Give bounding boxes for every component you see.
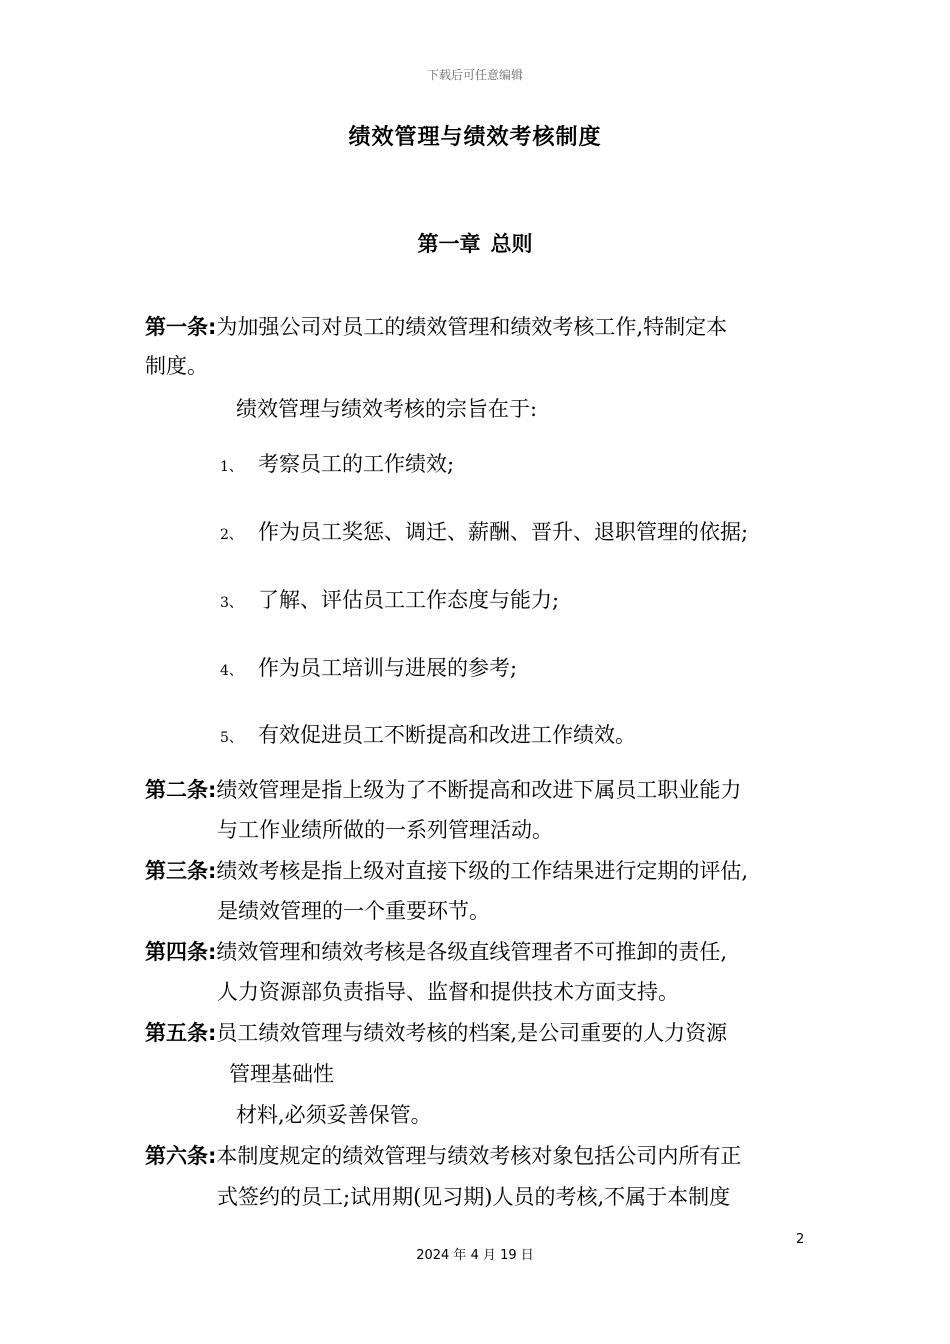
chapter-name: 总则 [490,232,533,256]
list-item-text: 有效促进员工不断提高和改进工作绩效。 [258,723,636,747]
list-item-text: 了解、评估员工工作态度与能力; [258,588,560,612]
article-6-line-1 [145,1139,741,1173]
article-4-label: 第四条: [145,940,217,964]
article-6-label: 第六条: [145,1144,217,1168]
list-item-number: 3、 [220,595,243,611]
article-3-line-1 [145,854,748,888]
article-5-text-1: 员工绩效管理与绩效考核的档案,是公司重要的人力资源 [216,1021,728,1045]
list-item-text: 考察员工的工作绩效; [258,452,455,476]
article-6-text-1: 本制度规定的绩效管理与绩效考核对象包括公司内所有正 [216,1144,742,1168]
article-3-label: 第三条: [145,859,217,883]
page-number: 2 [796,1232,805,1247]
article-3-text-1: 绩效考核是指上级对直接下级的工作结果进行定期的评估, [216,859,749,883]
list-item-text: 作为员工培训与进展的参考; [258,656,518,680]
list-item-number: 2、 [220,527,243,543]
article-2-label: 第二条: [145,778,217,802]
article-2-line-2: 与工作业绩所做的一系列管理活动。 [217,818,553,842]
article-4-line-2: 人力资源部负责指导、监督和提供技术方面支持。 [217,980,679,1004]
list-item-text: 作为员工奖惩、调迁、薪酬、晋升、退职管理的依据; [258,520,749,544]
list-item-number: 1、 [220,459,243,475]
article-1-line-2: 制度。 [145,354,208,378]
purpose-list-item [220,515,748,552]
article-2-line-1 [145,773,741,807]
article-1-label: 第一条: [145,315,217,339]
article-5-line-1 [145,1016,727,1050]
purpose-list-item [220,651,517,688]
article-3-line-2: 是绩效管理的一个重要环节。 [217,899,490,923]
purpose-list-item [220,583,559,620]
article-1-line-1 [145,310,727,344]
list-item-number: 4、 [220,663,243,679]
article-5-line-2: 管理基础性 [229,1062,334,1086]
article-5-label: 第五条: [145,1021,217,1045]
article-2-text-1: 绩效管理是指上级为了不断提高和改进下属员工职业能力 [216,778,742,802]
list-item-number: 5、 [220,730,243,746]
chapter-heading [0,228,950,258]
article-1-text-1: 为加强公司对员工的绩效管理和绩效考核工作,特制定本 [216,315,728,339]
document-title: 绩效管理与绩效考核制度 [348,125,602,150]
chapter-number: 第一章 [417,232,481,256]
article-4-text-1: 绩效管理和绩效考核是各级直线管理者不可推卸的责任, [216,940,728,964]
purpose-list-item [220,447,454,484]
header-note: 下载后可任意编辑 [426,68,523,82]
article-4-line-1 [145,935,727,969]
footer-date: 2024 年 4 月 19 日 [416,1248,534,1263]
article-5-line-3: 材料,必须妥善保管。 [236,1103,432,1127]
article-1-purpose-intro: 绩效管理与绩效考核的宗旨在于: [236,397,538,421]
article-6-line-2: 式签约的员工;试用期(见习期)人员的考核,不属于本制度 [217,1185,731,1209]
purpose-list-item [220,718,636,755]
